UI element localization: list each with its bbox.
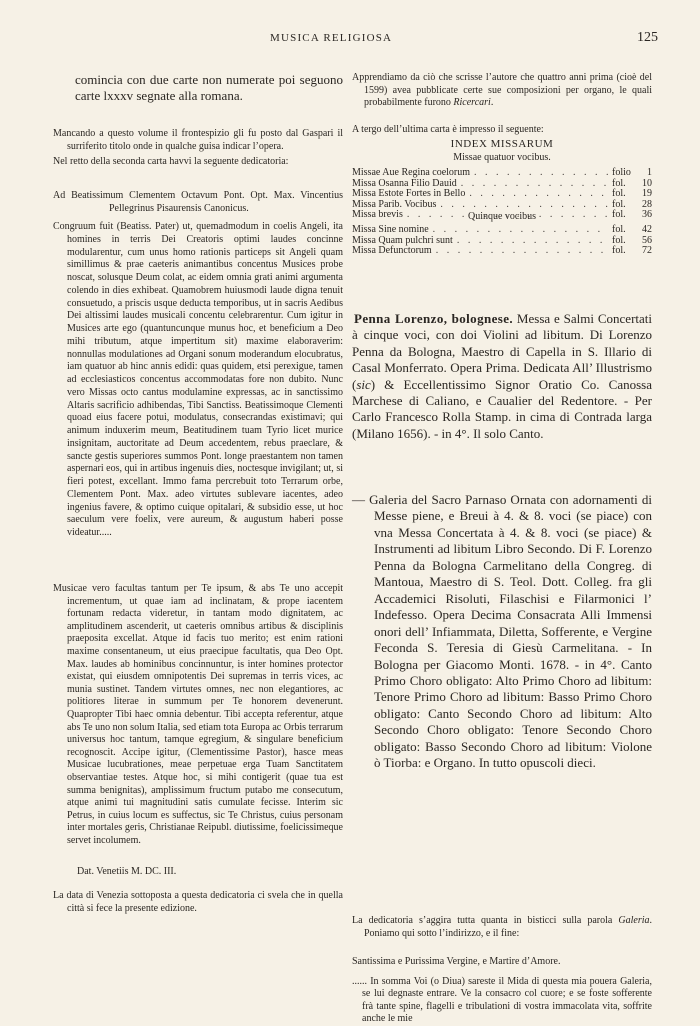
- index-ref-cell: fol.: [612, 234, 626, 246]
- index-folio-cell: 36: [642, 209, 652, 221]
- congruum-text: Congruum fuit (Beatiss. Pater) ut, quemadmodum in coelis Angeli, ita homines in terris Dei Creatoris optimi laudes concinne modularentur, cum unus homo rationis particeps sit Angeli quam simillimus & prae caeteris animantibus concentus Musices probe noscat, solusque Deum colat, ac eidem omnia grati animi argumenta colendo in dies exhibeat. Quamobrem huiusmodi laude digna tenuit consuetudo, a priscis usque deducta temporibus, ut in sacris Aedibus Dei altissimi laudes musicali concentu celebrarentur. Cum igitur in Musices arte ego (quantuncunque munus hoc, et beneficium a Deo mihi tributum, atque impertitum sit) maxime elaboraverim: nonnullas modulationes ad Organi sonum moderandum elocubratus, iam quatuor ab hinc annis edidi: quas quidem, etsi perexigue, tamen ad ecclesiasticos concentus accommodatas fore non dubito. Nunc vero Missas octo cantus modulamine expressas, ac in sanctissimo Altaris sacrificio adhibendas, Tibi Sanctiss. Beatissimoque Clementi quoad eius facere potui, modulatus, consecrandas existimavi; qui animum induxerim meum, Beatitudinem tuam Tyrio licet murice insignitam, auctoritate ad Deum accedentem, rebus praeclare, & sancte gestis superiores summos Pont. longe praestantem non tamen aspernari eos, qui in artibus ingenuis dies, noctesque invigilant; ut, si fieri potest, excellant. Immo fama percrebuit toto Terrarum orbe, Clementem Pont. Max. adeo virtutes sublevare iacentes, adeo ingenius favere, & optimo cuique opitalari, & subsidio esse, ut hoc saeculum vere foelix, vere aureum, & augustum haberi posse videatur.....: [53, 221, 343, 538]
- intro-text: comincia con due carte non numerate poi seguono carte lxxxv segnate alla romana.: [75, 72, 343, 104]
- index-title-cell: Missa Defunctorum: [352, 245, 432, 257]
- index-title-cell: Missa brevis: [352, 209, 403, 221]
- index-row: [352, 235, 652, 246]
- a-tergo-text: A tergo dell’ultima carta è impresso il seguente:: [352, 124, 544, 135]
- index-folio-cell: 56: [642, 234, 652, 246]
- index-ref-cell: fol.: [612, 198, 626, 210]
- quote-paragraph: [352, 976, 652, 1026]
- index-row: [352, 199, 652, 210]
- page-number: 125: [637, 30, 658, 45]
- index-title-cell: Missae Aue Regina coelorum: [352, 167, 471, 178]
- a-tergo-line: [352, 124, 652, 137]
- penna-sic: sic: [356, 376, 371, 392]
- dot-leader: [440, 199, 608, 210]
- index-title-cell: Missa Quam pulchri sunt: [352, 234, 453, 246]
- index-folio-cell: 42: [642, 224, 652, 235]
- intro-paragraph: [53, 72, 343, 105]
- penna-post: ) & Eccellentissimo Signor Oratio Co. Canossa Marchese di Caliano, e Caualier del Redentore. - Per Carlo Francesco Rolla Stamp. in cima di Contrada larga (Milano 1656). - in 4°. Il solo Canto.: [352, 376, 652, 441]
- dot-leader: [457, 235, 608, 246]
- index-title: INDEX MISSARUM: [450, 138, 554, 150]
- running-title: MUSICA RELIGIOSA: [270, 32, 393, 44]
- dedication-text: Ad Beatissimum Clementem Octavum Pont. Opt. Max. Vincentius Pellegrinus Pisaurensis Canonicus.: [53, 190, 343, 214]
- dedicatoria-note-text: [352, 915, 652, 940]
- apprendiamo-post: .: [490, 97, 494, 109]
- index-row: [352, 245, 652, 256]
- index-subtitle-quatuor: Missae quatuor vocibus.: [453, 152, 551, 163]
- dedic-pre: La dedicatoria s’aggira tutta quanta in bisticci sulla parola: [352, 915, 619, 926]
- index-row: [352, 167, 652, 178]
- dedication-heading: [53, 190, 343, 215]
- data-venezia-text: La data di Venezia sottoposta a questa dedicatoria ci svela che in quella città si fece la presente edizione.: [53, 890, 343, 914]
- dot-leader: [436, 245, 608, 256]
- index-title-cell: Missa Sine nomine: [352, 224, 429, 235]
- index-ref-cell: fol.: [612, 245, 626, 257]
- index-title-cell: Missa Osanna Filio Dauid: [352, 177, 457, 189]
- penna-entry: [352, 311, 652, 442]
- dedic-italic: Galeria: [618, 915, 650, 926]
- index-list-quinque: [352, 224, 652, 256]
- nel-retto-text: Nel retto della seconda carta havvi la seguente dedicatoria:: [53, 156, 289, 167]
- dedic-post: . Poniamo qui sotto l’indirizzo, e il fine:: [364, 915, 652, 939]
- data-venezia-paragraph: [53, 890, 343, 915]
- index-row: [352, 178, 652, 189]
- apprendiamo-pre: Apprendiamo da ciò che scrisse l’autore che quattro anni prima (cioè del 1599) avea pubblicate certe sue composizioni per organo, le quali probabilmente furono: [352, 72, 652, 109]
- apprendiamo-paragraph: [352, 72, 652, 110]
- nel-retto-paragraph: [53, 156, 343, 169]
- dot-leader: [461, 178, 608, 189]
- apprendiamo-text: [352, 72, 652, 110]
- index-folio-cell: 19: [642, 188, 652, 200]
- index-row: [352, 188, 652, 199]
- index-title-cell: Missa Estote Fortes in Bello: [352, 188, 466, 200]
- penna-pre: Messa e Salmi Concertati à cinque voci, con doi Violini ad libitum. Di Lorenzo Penna da Bologna, Maestro di Capella in S. Illario di Casal Monferrato. Opera Prima. Dedicata All’ Illustrismo (: [352, 311, 652, 392]
- galeria-text: — Galeria del Sacro Parnaso Ornata con adornamenti di Messe piene, e Breui à 4. & 8. voci (se piace) con vna Messa Concertata à 4. & 8. voci (se piace) & Instrumenti ad libitum Libro Secondo. Di F. Lorenzo Penna da Bologna Carmelitano della Congreg. di Mantoua, Maestro di S. Teol. Dott. Colleg. fra gli Accademici Risoluti, Filaschisi e Filarmonici l’ Indefesso. Opera Decima Consacrata Alli Immensi onori dell’ Infiammata, Diletta, Sofferente, e Vergine Feconda S. Teresia di Giesù Carmelitana. - In Bologna per Giacomo Monti. 1678. - in 4°. Canto Primo Choro obligato: Alto Primo Choro ad libitum: Tenore Primo Choro ad libitum: Basso Primo Choro obligato: Canto Secondo Choro ad libitum: Alto Secondo Choro obligato: Tenore Secondo Choro obligato: Basso Secondo Choro ad libitum: Violone ò Tiorba: e Organo. In tutto opuscoli dieci.: [352, 492, 652, 771]
- dedicatoria-note: [352, 915, 652, 940]
- santissima-line: Santissima e Purissima Vergine, e Martire d’Amore.: [352, 956, 561, 967]
- musicae-text: Musicae vero facultas tantum per Te ipsum, & abs Te uno accepit incrementum, ut quae iam ad inclinatam, & prope iacentem fortunam redacta videretur, in tantam modo dignitatem, ac amplitudinem ascenderit, ut caeteris omnibus artibus & disciplinis praeposita excellat. Atque id facis tuo merito; est enim rationi maxime consentaneum, ut eius praecipue facultatis, qua Deo Opt. Max. laudes ab hominibus concinnuntur, is inter homines protector existat, qui eiusdem omnipotentis Dei supremas in terris vices, ac munia sustinet. Tandem virtutes omnes, nec non elegantiores, ac politiores literae in summum per Te honorem devenerunt. Quapropter Tibi haec omnia debentur. Tibi accepta referentur, atque abs Te uno non solum Italia, sed etiam tota Europa ac Orbis terrarum universus hoc tantum, tamque egregium, & singulare beneficium recognoscit. Accipe igitur, (Clementissime Pastor), hasce meas Musicae lucubrationes, meae perpetuae erga Tuam Sanctitatem observantiae testes. Atque hoc, si mihi contigerit (quae tua est summa benignitas), amplissimum fructum putabo me consecutum, atque animi tui magnitudini satis cumulate fecisse. Interim sic Petrus, in cuius locum es suffectus, sic Te Christus, cuius personam inter mortales geris, Christianae Reipubl. diutissime, foelicissimeque servet incolumem.: [53, 583, 343, 846]
- dot-leader: [474, 167, 608, 178]
- latin-body: [53, 221, 343, 540]
- penna-author-name: Penna Lorenzo, bolognese.: [354, 311, 514, 326]
- index-ref-cell: fol.: [612, 224, 626, 235]
- index-row: [352, 224, 652, 235]
- penna-text: [352, 311, 652, 442]
- mancando-text: Mancando a questo volume il frontespizio gli fu posto dal Gaspari il surriferito titolo onde in qualche guisa indicar l’opera.: [53, 128, 343, 152]
- mancando-paragraph: [53, 128, 343, 153]
- index-ref-cell: fol.: [612, 188, 626, 200]
- index-title-cell: Missa Parib. Vocibus: [352, 198, 437, 210]
- index-ref-cell: fol.: [612, 209, 626, 221]
- dot-leader: [469, 188, 608, 199]
- date-line: Dat. Venetiis M. DC. III.: [77, 866, 177, 877]
- index-folio-cell: 72: [642, 245, 652, 257]
- index-ref-cell: fol.: [612, 177, 626, 189]
- page-header: [0, 30, 700, 50]
- dot-leader: [433, 224, 608, 235]
- apprendiamo-italic: Ricercari: [453, 97, 491, 109]
- index-folio-cell: 1: [647, 167, 652, 178]
- index-subtitle-quinque: Quinque vocibus: [467, 211, 537, 222]
- index-ref-cell: folio: [612, 167, 631, 178]
- quote-text: ...... In somma Voi (o Diua) sareste il Mida di questa mia pouera Galeria, se lui degnaste entrare. Ve la consacro col cuore; e se foste sofferente frà tante spine, flagelli e tribulationi di vostra immacolata vita, soffrite anche le mie: [352, 976, 652, 1025]
- index-folio-cell: 28: [642, 198, 652, 210]
- galeria-entry: [352, 492, 652, 772]
- musicae-paragraph: [53, 583, 343, 847]
- index-folio-cell: 10: [642, 177, 652, 189]
